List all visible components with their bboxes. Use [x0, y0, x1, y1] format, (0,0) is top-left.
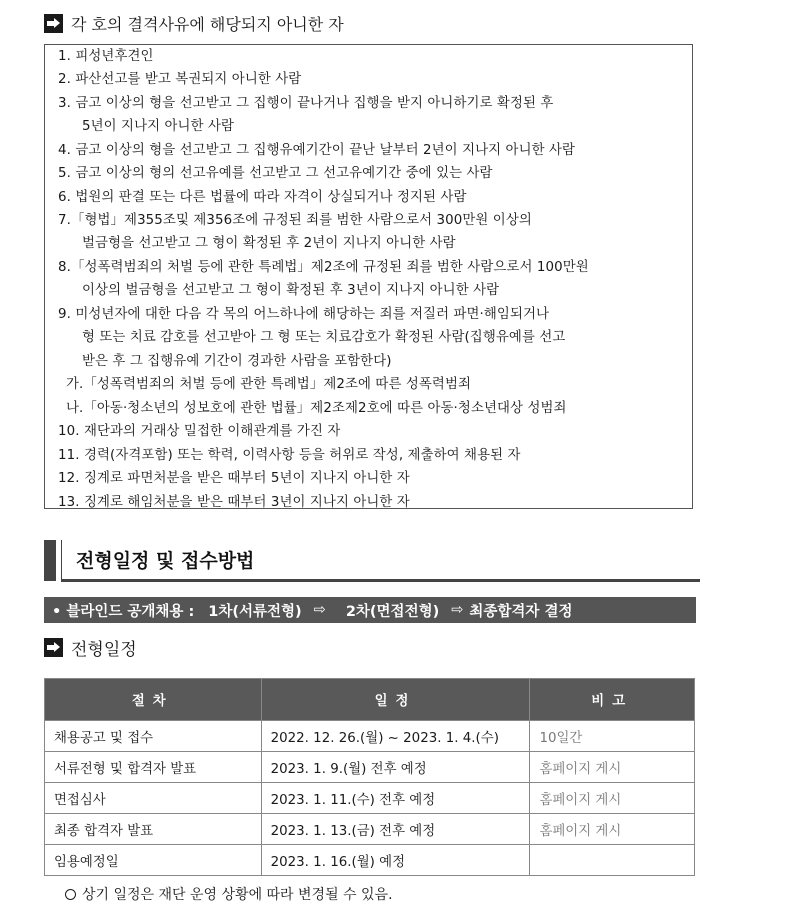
schedule-heading [44, 635, 137, 660]
circle-bullet-icon [65, 889, 76, 900]
qualification-line: 5. 금고 이상의 형의 선고유예를 선고받고 그 선고유예기간 중에 있는 사람 [58, 166, 493, 181]
table-row [45, 721, 695, 752]
qualification-line: 벌금형을 선고받고 그 형이 확정된 후 2년이 지나지 아니한 사람 [82, 236, 456, 251]
qualification-line: 4. 금고 이상의 형을 선고받고 그 집행유예기간이 끝난 날부터 2년이 지나지 아니한 사람 [58, 143, 576, 158]
qualification-line: 이상의 벌금형을 선고받고 그 형이 확정된 후 3년이 지나지 아니한 사람 [82, 283, 500, 298]
cell-remarks: 홈페이지 게시 [530, 752, 695, 783]
section-title-bar [44, 540, 56, 581]
qualification-line: 10. 재단과의 거래상 밀접한 이해관계를 가진 자 [58, 424, 341, 439]
arrow-right-icon [44, 638, 63, 657]
schedule-footnote [65, 884, 393, 904]
table-row [45, 783, 695, 814]
blind-step-3: 최종합격자 결정 [469, 603, 573, 620]
qualification-line: 가.「성폭력범죄의 처벌 등에 관한 특례법」제2조에 따른 성폭력범죄 [66, 377, 472, 392]
section-title [44, 540, 700, 582]
section-title-rule-horizontal [61, 579, 700, 582]
section-title-text: 전형일정 및 접수방법 [76, 550, 255, 572]
qualification-line: 2. 파산선고를 받고 복권되지 아니한 사람 [58, 72, 302, 87]
cell-remarks: 10일간 [530, 721, 695, 752]
schedule-table [44, 678, 695, 876]
qualification-line: 6. 법원의 판결 또는 다른 법률에 따라 자격이 상실되거나 정지된 사람 [58, 190, 467, 205]
arrow-right-icon [44, 14, 63, 33]
qualification-line: 9. 미성년자에 대한 다음 각 목의 어느하나에 해당하는 죄를 저질러 파면·해임되거나 [58, 307, 550, 322]
cell-schedule: 2023. 1. 13.(금) 전후 예정 [261, 814, 530, 845]
cell-procedure: 최종 합격자 발표 [45, 814, 262, 845]
qualification-line: 나.「아동·청소년의 성보호에 관한 법률」제2조제2호에 따른 아동·청소년대상 성범죄 [66, 401, 567, 416]
table-row [45, 814, 695, 845]
cell-schedule: 2023. 1. 11.(수) 전후 예정 [261, 783, 530, 814]
schedule-heading-text: 전형일정 [71, 640, 137, 660]
qualification-line: 7.「형법」제355조및 제356조에 규정된 죄를 범한 사람으로서 300만원 이상의 [58, 213, 532, 228]
cell-procedure: 채용공고 및 접수 [45, 721, 262, 752]
qualification-heading-text: 각 호의 결격사유에 해당되지 아니한 자 [71, 15, 344, 34]
cell-schedule: 2023. 1. 16.(월) 예정 [261, 845, 530, 876]
qualification-heading [44, 12, 344, 35]
cell-schedule: 2022. 12. 26.(월) ~ 2023. 1. 4.(수) [261, 721, 530, 752]
column-header-procedure: 절차 [45, 679, 262, 721]
qualification-box [44, 44, 693, 509]
qualification-line: 받은 후 그 집행유예 기간이 경과한 사람을 포함한다) [82, 354, 392, 369]
blind-prefix: • 블라인드 공개채용 : [52, 603, 195, 620]
blind-step-1: 1차(서류전형) [208, 603, 302, 620]
table-header-row [45, 679, 695, 721]
qualification-line: 형 또는 치료 감호를 선고받아 그 형 또는 치료감호가 확정된 사람(집행유예를 선고 [82, 330, 566, 345]
cell-procedure: 면접심사 [45, 783, 262, 814]
cell-remarks: 홈페이지 게시 [530, 783, 695, 814]
column-header-schedule: 일정 [261, 679, 530, 721]
column-header-remarks: 비고 [530, 679, 695, 721]
double-arrow-icon: ⇨ [451, 602, 464, 618]
qualification-line: 11. 경력(자격포함) 또는 학력, 이력사항 등을 허위로 작성, 제출하여 채용된 자 [58, 448, 521, 463]
cell-remarks [530, 845, 695, 876]
blind-step-2: 2차(면접전형) [345, 603, 440, 620]
table-row [45, 752, 695, 783]
cell-remarks: 홈페이지 게시 [530, 814, 695, 845]
blind-recruitment-banner [44, 597, 696, 623]
qualification-line: 8.「성폭력범죄의 처벌 등에 관한 특례법」제2조에 규정된 죄를 범한 사람으로서 100만원 [58, 260, 589, 275]
section-title-rule-vertical [61, 540, 62, 582]
table-row [45, 845, 695, 876]
cell-procedure: 서류전형 및 합격자 발표 [45, 752, 262, 783]
cell-schedule: 2023. 1. 9.(월) 전후 예정 [261, 752, 530, 783]
qualification-line: 3. 금고 이상의 형을 선고받고 그 집행이 끝나거나 집행을 받지 아니하기로 확정된 후 [58, 96, 554, 111]
qualification-line: 5년이 지나지 아니한 사람 [82, 119, 235, 134]
double-arrow-icon: ⇨ [313, 602, 326, 618]
qualification-line: 13. 징계로 해임처분을 받은 때부터 3년이 지나지 아니한 자 [58, 495, 410, 510]
cell-procedure: 임용예정일 [45, 845, 262, 876]
qualification-line: 1. 피성년후견인 [58, 49, 154, 64]
qualification-line: 12. 징계로 파면처분을 받은 때부터 5년이 지나지 아니한 자 [58, 471, 410, 486]
footnote-text: 상기 일정은 재단 운영 상황에 따라 변경될 수 있음. [82, 887, 393, 903]
